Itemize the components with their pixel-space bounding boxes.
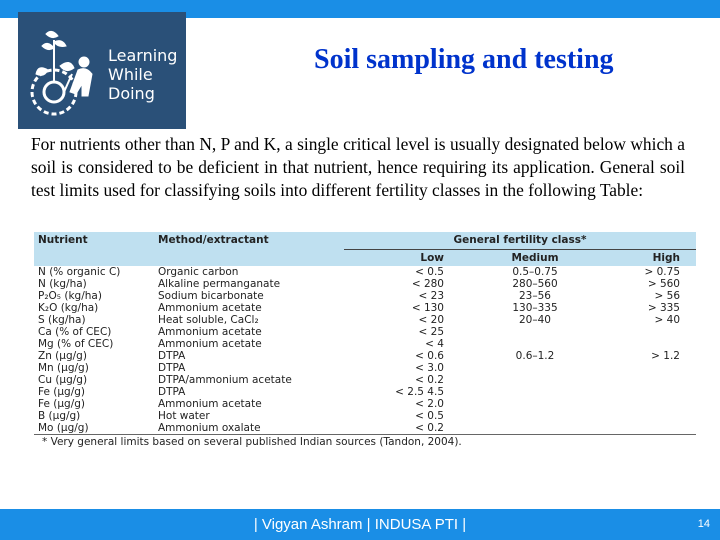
cell-method: DTPA <box>158 350 186 362</box>
cell-high <box>596 362 696 374</box>
cell-method: Organic carbon <box>158 266 239 278</box>
cell-medium <box>474 338 596 350</box>
cell-method: Heat soluble, CaCl₂ <box>158 314 259 326</box>
cell-low: < 130 <box>411 302 444 314</box>
cell-nutrient: B (µg/g) <box>38 410 81 422</box>
cell-medium <box>474 374 596 386</box>
table-subheader-row <box>34 250 696 267</box>
header-medium: Medium <box>474 250 596 267</box>
cell-method: Ammonium acetate <box>158 302 262 314</box>
header-fertility-class: General fertility class* <box>344 232 696 250</box>
table-body <box>34 266 696 435</box>
cell-medium <box>474 362 596 374</box>
cell-low: < 0.5 <box>415 266 444 278</box>
cell-low: < 3.0 <box>415 362 444 374</box>
body-paragraph: For nutrients other than N, P and K, a single critical level is usually designated below which a soil is considered to be deficient in that nutrient, hence requiring its application. General soil test limits used for classifying soils into different fertility classes in the following Table: <box>31 134 685 200</box>
cell-nutrient: Mn (µg/g) <box>38 362 89 374</box>
logo-line-1: Learning <box>108 46 178 65</box>
cell-method: Ammonium acetate <box>158 338 262 350</box>
table-row <box>34 386 696 398</box>
cell-low: < 2.0 <box>415 398 444 410</box>
cell-medium: 130–335 <box>512 302 558 314</box>
cell-method: DTPA <box>158 362 186 374</box>
cell-high: > 56 <box>654 290 680 302</box>
cell-low: < 0.2 <box>415 374 444 386</box>
cell-high: > 1.2 <box>651 350 680 362</box>
cell-medium <box>474 386 596 398</box>
cell-high <box>596 398 696 410</box>
header-low: Low <box>344 250 474 267</box>
table-row <box>34 314 696 326</box>
cell-nutrient: Fe (µg/g) <box>38 386 86 398</box>
cell-high <box>596 374 696 386</box>
cell-high <box>596 386 696 398</box>
cell-high: > 335 <box>647 302 680 314</box>
table-row <box>34 338 696 350</box>
fertility-table-figure <box>34 232 696 495</box>
table-row <box>34 350 696 362</box>
cell-nutrient: Cu (µg/g) <box>38 374 88 386</box>
cell-high: > 40 <box>654 314 680 326</box>
table-row <box>34 290 696 302</box>
header-method: Method/extractant <box>154 232 344 250</box>
cell-high: > 560 <box>647 278 680 290</box>
cell-method: Sodium bicarbonate <box>158 290 264 302</box>
table-row <box>34 302 696 314</box>
cell-method: Hot water <box>158 410 210 422</box>
table-row <box>34 410 696 422</box>
cell-method: Ammonium acetate <box>158 326 262 338</box>
cell-medium: 0.6–1.2 <box>515 350 555 362</box>
cell-low: < 23 <box>418 290 444 302</box>
fertility-class-table <box>34 232 696 435</box>
cell-low: < 0.2 <box>344 422 474 435</box>
cell-low: < 4 <box>425 338 444 350</box>
cell-nutrient: N (% organic C) <box>38 266 121 278</box>
logo-line-3: Doing <box>108 84 155 103</box>
cell-nutrient: K₂O (kg/ha) <box>38 302 99 314</box>
table-row <box>34 422 696 435</box>
table-row <box>34 266 696 278</box>
cell-low: < 25 <box>418 326 444 338</box>
page-number: 14 <box>697 518 710 530</box>
cell-method: Ammonium acetate <box>158 398 262 410</box>
cell-method: DTPA/ammonium acetate <box>158 374 292 386</box>
cell-method: DTPA <box>158 386 186 398</box>
table-row <box>34 326 696 338</box>
cell-medium: 0.5–0.75 <box>512 266 558 278</box>
cell-nutrient: P₂O₅ (kg/ha) <box>38 290 102 302</box>
cell-medium: 20–40 <box>519 314 551 326</box>
table-row <box>34 374 696 386</box>
cell-medium <box>474 398 596 410</box>
cell-method: Ammonium oxalate <box>154 422 344 435</box>
cell-medium: 280–560 <box>512 278 558 290</box>
cell-nutrient: Zn (µg/g) <box>38 350 87 362</box>
cell-high <box>596 338 696 350</box>
cell-low: < 0.6 <box>415 350 444 362</box>
cell-high <box>596 410 696 422</box>
table-row <box>34 278 696 290</box>
table-row <box>34 398 696 410</box>
cell-nutrient: Ca (% of CEC) <box>38 326 112 338</box>
cell-high <box>596 326 696 338</box>
cell-medium <box>474 410 596 422</box>
farmer-logo-icon <box>24 22 104 122</box>
cell-nutrient: Fe (µg/g) <box>38 398 86 410</box>
cell-low: < 2.5 4.5 <box>395 386 444 398</box>
cell-nutrient: Mg (% of CEC) <box>38 338 114 350</box>
cell-low: < 20 <box>418 314 444 326</box>
cell-method: Alkaline permanganate <box>158 278 281 290</box>
header-high: High <box>596 250 696 267</box>
cell-medium <box>474 326 596 338</box>
cell-high <box>596 422 696 435</box>
table-header-row <box>34 232 696 250</box>
logo-line-2: While <box>108 65 153 84</box>
logo-text <box>108 46 177 103</box>
cell-medium: 23–56 <box>519 290 551 302</box>
header-nutrient: Nutrient <box>34 232 154 250</box>
cell-nutrient: Mo (µg/g) <box>34 422 154 435</box>
table-footnote: * Very general limits based on several published Indian sources (Tandon, 2004). <box>42 436 462 448</box>
table-row <box>34 362 696 374</box>
learning-while-doing-logo <box>18 12 186 129</box>
cell-nutrient: N (kg/ha) <box>38 278 87 290</box>
footer-text: | Vigyan Ashram | INDUSA PTI | <box>253 516 467 533</box>
cell-low: < 0.5 <box>415 410 444 422</box>
slide-title: Soil sampling and testing <box>314 44 614 75</box>
cell-medium <box>474 422 596 435</box>
cell-high: > 0.75 <box>644 266 680 278</box>
cell-low: < 280 <box>411 278 444 290</box>
cell-nutrient: S (kg/ha) <box>38 314 86 326</box>
